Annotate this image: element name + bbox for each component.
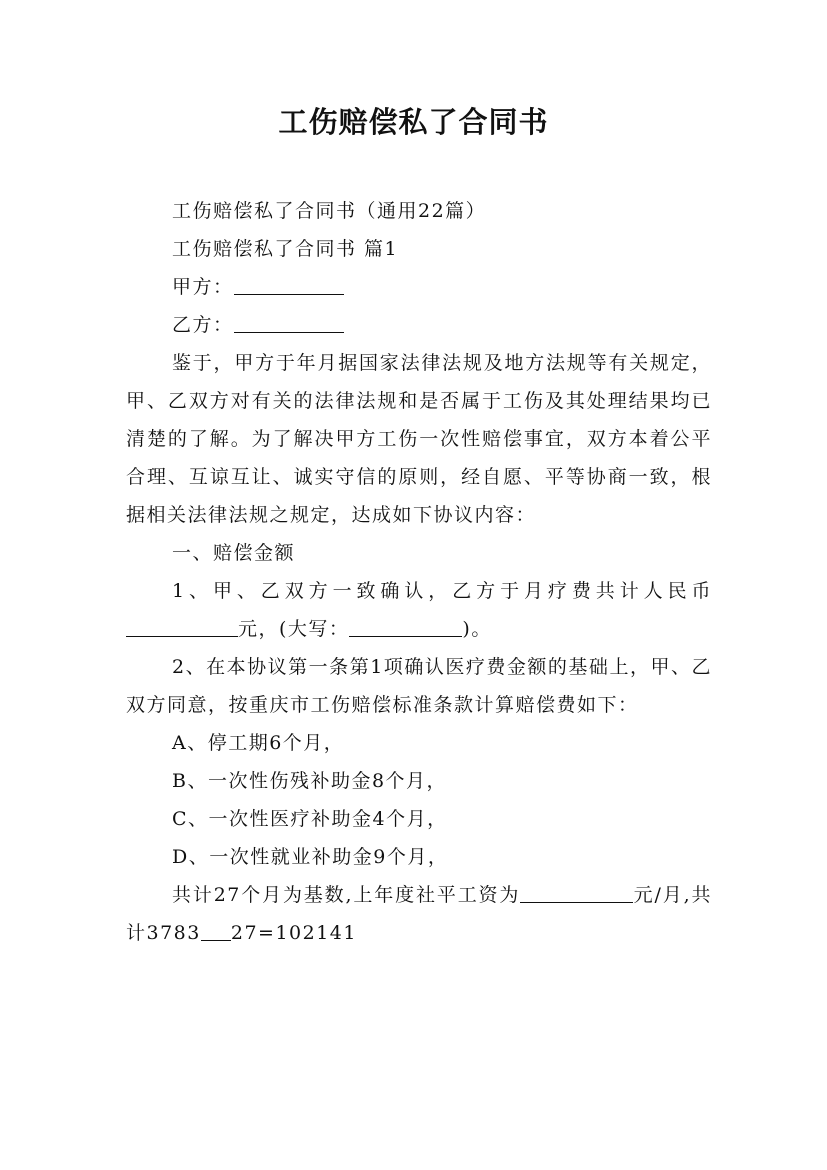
- total-text-1: 共计27个月为基数,上年度社平工资为: [172, 884, 521, 906]
- salary-blank: [520, 880, 633, 903]
- item-d: D、一次性就业补助金9个月，: [172, 846, 449, 868]
- preamble-paragraph: 鉴于，甲方于年月据国家法律法规及地方法规等有关规定，甲、乙双方对有关的法律法规和是否属于工伤及其处理结果均已清楚的了解。为了解决甲方工伤一次性赔偿事宜，双方本着公平合理、互谅互让、诚实守信的原则，经自愿、平等协商一致，根据相关法律法规之规定，达成如下协议内容：: [126, 352, 712, 526]
- item-2-paragraph: 2、在本协议第一条第1项确认医疗费金额的基础上，甲、乙双方同意，按重庆市工伤赔偿标准条款计算赔偿费如下：: [126, 656, 712, 716]
- total-text-3: 27=102141: [230, 922, 357, 944]
- item-1-text: 1、甲、乙双方一致确认，乙方于月疗费共计人民币: [172, 580, 712, 602]
- item-a: A、停工期6个月，: [172, 732, 345, 754]
- item-1-mid: 元，(大写：: [238, 618, 350, 640]
- item-1-paragraph: [126, 572, 712, 648]
- party-a-label: 甲方：: [172, 276, 234, 298]
- party-b-line: [126, 306, 712, 344]
- section-heading: 工伤赔偿私了合同书 篇1: [172, 238, 399, 260]
- total-text-2: 元/月,共计3783: [126, 884, 713, 944]
- item-c: C、一次性医疗补助金4个月，: [172, 808, 448, 830]
- document-subtitle: 工伤赔偿私了合同书（通用22篇）: [172, 200, 487, 222]
- amount-words-blank: [349, 614, 462, 637]
- amount-blank: [126, 614, 238, 637]
- party-b-blank: [234, 310, 344, 333]
- document-title: 工伤赔偿私了合同书: [278, 105, 549, 139]
- party-a-line: [126, 268, 712, 306]
- party-b-label: 乙方：: [172, 314, 234, 336]
- item-1-end: )。: [462, 618, 492, 640]
- total-paragraph: [126, 876, 712, 952]
- clause-one-heading: 一、赔偿金额: [172, 542, 296, 564]
- item-b: B、一次性伤残补助金8个月，: [172, 770, 448, 792]
- document-body: [126, 192, 712, 952]
- party-a-blank: [234, 272, 344, 295]
- multiply-blank: [201, 918, 231, 941]
